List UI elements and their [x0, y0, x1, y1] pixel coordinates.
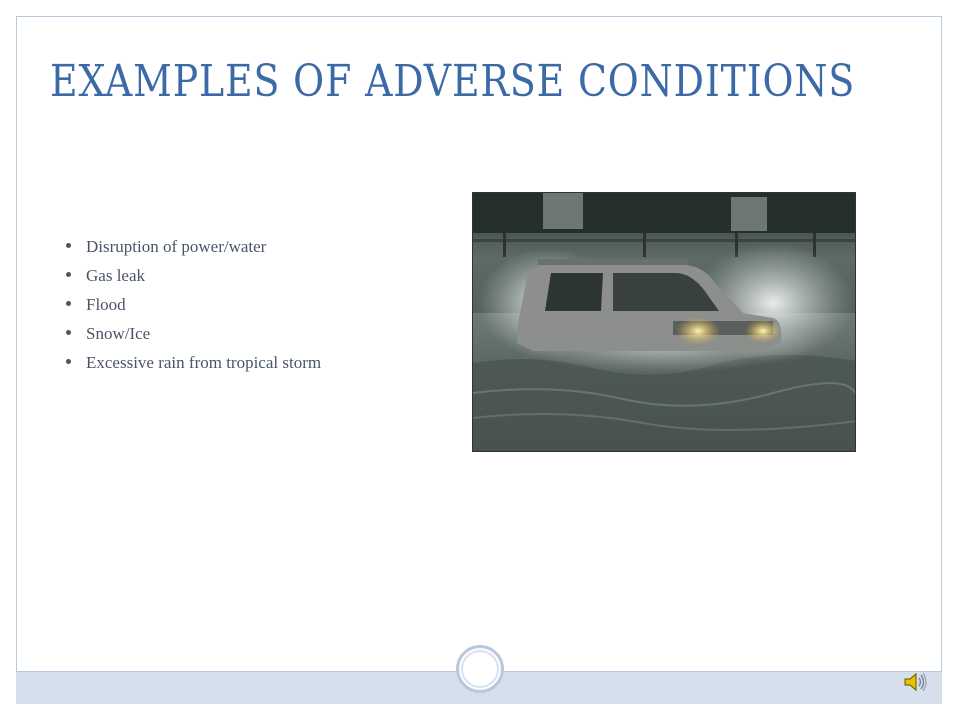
bullet-dot-icon: [66, 330, 71, 335]
slide-title: EXAMPLES OF ADVERSE CONDITIONS: [50, 56, 856, 107]
bullet-item: [66, 319, 321, 348]
flood-photo-icon: [472, 192, 856, 452]
bullet-text: Disruption of power/water: [86, 237, 267, 256]
bullet-text: Excessive rain from tropical storm: [86, 353, 322, 372]
bullet-dot-icon: [66, 301, 71, 306]
footer-circle-ornament: [456, 645, 504, 693]
bullet-text: Flood: [86, 295, 126, 314]
bullet-item: [66, 290, 321, 319]
bullet-dot-icon: [66, 272, 71, 277]
bullet-item: [66, 261, 321, 290]
speaker-icon[interactable]: [903, 670, 929, 694]
bullet-text: Snow/Ice: [86, 324, 151, 343]
bullet-dot-icon: [66, 359, 71, 364]
bullet-item: [66, 232, 321, 261]
bullet-item: [66, 348, 321, 377]
bullet-dot-icon: [66, 243, 71, 248]
bullet-text: Gas leak: [86, 266, 146, 285]
bullet-list: [66, 232, 321, 377]
